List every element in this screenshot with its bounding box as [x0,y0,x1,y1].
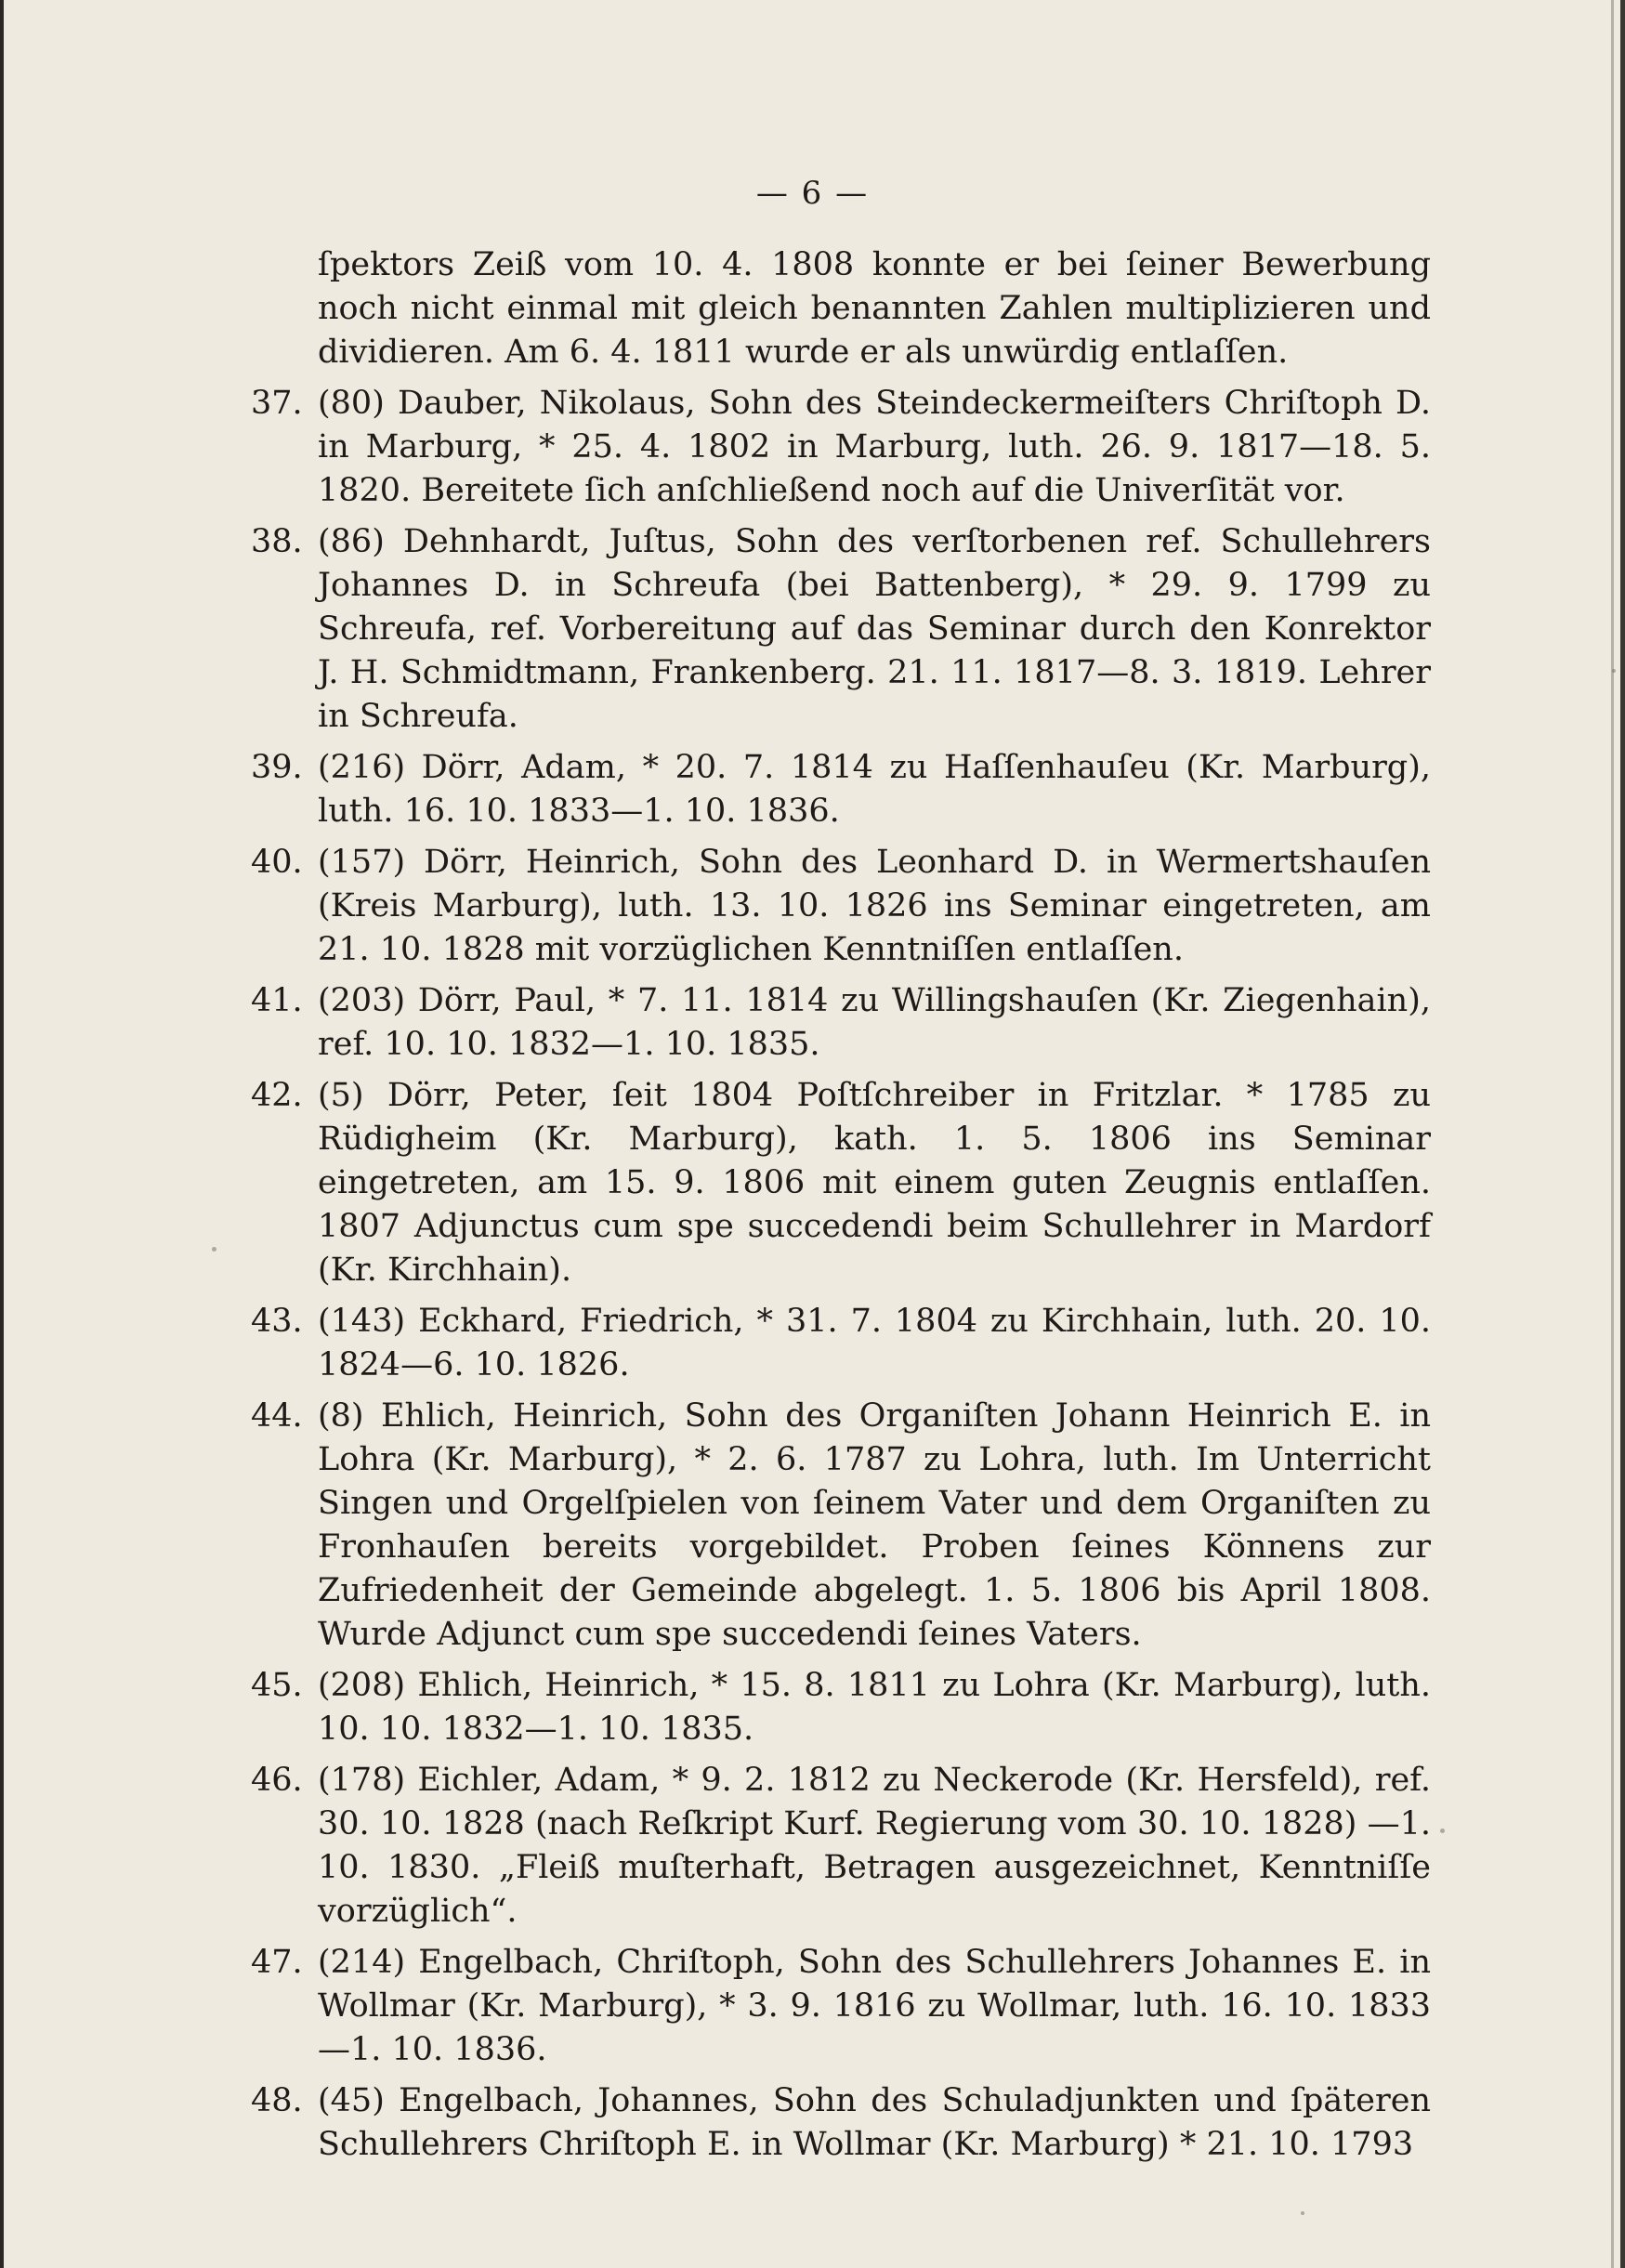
list-item [251,1664,1431,1751]
list-item [251,746,1431,833]
entry-text: (86) Dehnhardt, Juſtus, Sohn des verſtorbenen ref. Schullehrers Johannes D. in Schreufa (bei Battenberg), * 29. 9. 1799 zu Schreufa, ref. Vorbereitung auf das Seminar durch den Konrektor J. H. Schmidtmann, Frankenberg. 21. 11. 1817—8. 3. 1819. Lehrer in Schreufa. [318,523,1431,735]
entry-number: 43. [251,1303,303,1340]
list-item [251,1759,1431,1934]
entry-text: (178) Eichler, Adam, * 9. 2. 1812 zu Neckerode (Kr. Hersfeld), ref. 30. 10. 1828 (nach Reſkript Kurf. Regierung vom 30. 10. 1828) —1. 10. 1830. „Fleiß muſterhaft, Betragen ausgezeichnet, Kenntniſſe vorzüglich“. [318,1762,1431,1930]
entry-text: (80) Dauber, Nikolaus, Sohn des Steindeckermeiſters Chriſtoph D. in Marburg, * 25. 4. 1802 in Marburg, luth. 26. 9. 1817—18. 5. 1820. Bereitete ſich anſchließend noch auf die Univerſität vor. [318,385,1431,509]
entry-text: (45) Engelbach, Johannes, Sohn des Schuladjunkten und ſpäteren Schullehrers Chriſtoph E. in Wollmar (Kr. Marburg) * 21. 10. 1793 [318,2082,1431,2163]
entry-text: (157) Dörr, Heinrich, Sohn des Leonhard D. in Wermertshauſen (Kreis Marburg), luth. 13. 10. 1826 ins Seminar eingetreten, am 21. 10. 1828 mit vorzüglichen Kenntniſſen entlaſſen. [318,844,1431,968]
page-edge-right [1620,0,1625,2268]
page-edge-shadow [1611,0,1614,2268]
entry-number: 45. [251,1667,303,1704]
list-item [251,520,1431,739]
list-item [251,382,1431,513]
list-item [251,1395,1431,1657]
paper-speck [1612,669,1616,673]
entry-text: (208) Ehlich, Heinrich, * 15. 8. 1811 zu Lohra (Kr. Marburg), luth. 10. 10. 1832—1. 10. 1835. [318,1667,1431,1748]
list-item [251,1074,1431,1292]
entry-number: 44. [251,1397,303,1435]
list-item [251,2079,1431,2167]
entry-list [251,243,1431,2174]
list-item [251,1941,1431,2072]
entry-number: 39. [251,749,303,786]
continuation-text: ſpektors Zeiß vom 10. 4. 1808 konnte er bei ſeiner Bewerbung noch nicht einmal mit gleich benannten Zahlen multiplizieren und dividieren. Am 6. 4. 1811 wurde er als unwürdig entlaſſen. [318,246,1431,371]
entry-number: 41. [251,982,303,1019]
paper-speck [1301,2211,1304,2215]
entry-number: 42. [251,1077,303,1114]
paper-speck [1440,1829,1445,1833]
paper-speck [212,1247,216,1252]
entry-number: 48. [251,2082,303,2119]
list-item [251,979,1431,1067]
entry-text: (8) Ehlich, Heinrich, Sohn des Organiſten Johann Heinrich E. in Lohra (Kr. Marburg), * 2. 6. 1787 zu Lohra, luth. Im Unterricht Singen und Orgelſpielen von ſeinem Vater und dem Organiſten zu Fronhauſen bereits vorgebildet. Proben ſeines Könnens zur Zufriedenheit der Gemeinde abgelegt. 1. 5. 1806 bis April 1808. Wurde Adjunct cum spe succedendi ſeines Vaters. [318,1397,1431,1653]
page-edge-left [0,0,4,2268]
entry-number: 38. [251,523,303,560]
entry-number: 37. [251,385,303,422]
entry-number: 47. [251,1944,303,1981]
page-number: — 6 — [755,175,870,212]
list-item [251,841,1431,972]
entry-text: (143) Eckhard, Friedrich, * 31. 7. 1804 zu Kirchhain, luth. 20. 10. 1824—6. 10. 1826. [318,1303,1431,1383]
entry-text: (5) Dörr, Peter, ſeit 1804 Poſtſchreiber in Fritzlar. * 1785 zu Rüdigheim (Kr. Marburg), kath. 1. 5. 1806 ins Seminar eingetreten, am 15. 9. 1806 mit einem guten Zeugnis entlaſſen. 1807 Adjunctus cum spe succedendi beim Schullehrer in Mardorf (Kr. Kirchhain). [318,1077,1431,1289]
entry-text: (214) Engelbach, Chriſtoph, Sohn des Schullehrers Johannes E. in Wollmar (Kr. Marburg), * 3. 9. 1816 zu Wollmar, luth. 16. 10. 1833—1. 10. 1836. [318,1944,1431,2068]
entry-text: (203) Dörr, Paul, * 7. 11. 1814 zu Willingshauſen (Kr. Ziegenhain), ref. 10. 10. 1832—1. 10. 1835. [318,982,1431,1063]
entry-number: 46. [251,1762,303,1799]
entry-text: (216) Dörr, Adam, * 20. 7. 1814 zu Haſſenhauſeu (Kr. Marburg), luth. 16. 10. 1833—1. 10. 1836. [318,749,1431,830]
entry-number: 40. [251,844,303,881]
list-item [251,1300,1431,1387]
